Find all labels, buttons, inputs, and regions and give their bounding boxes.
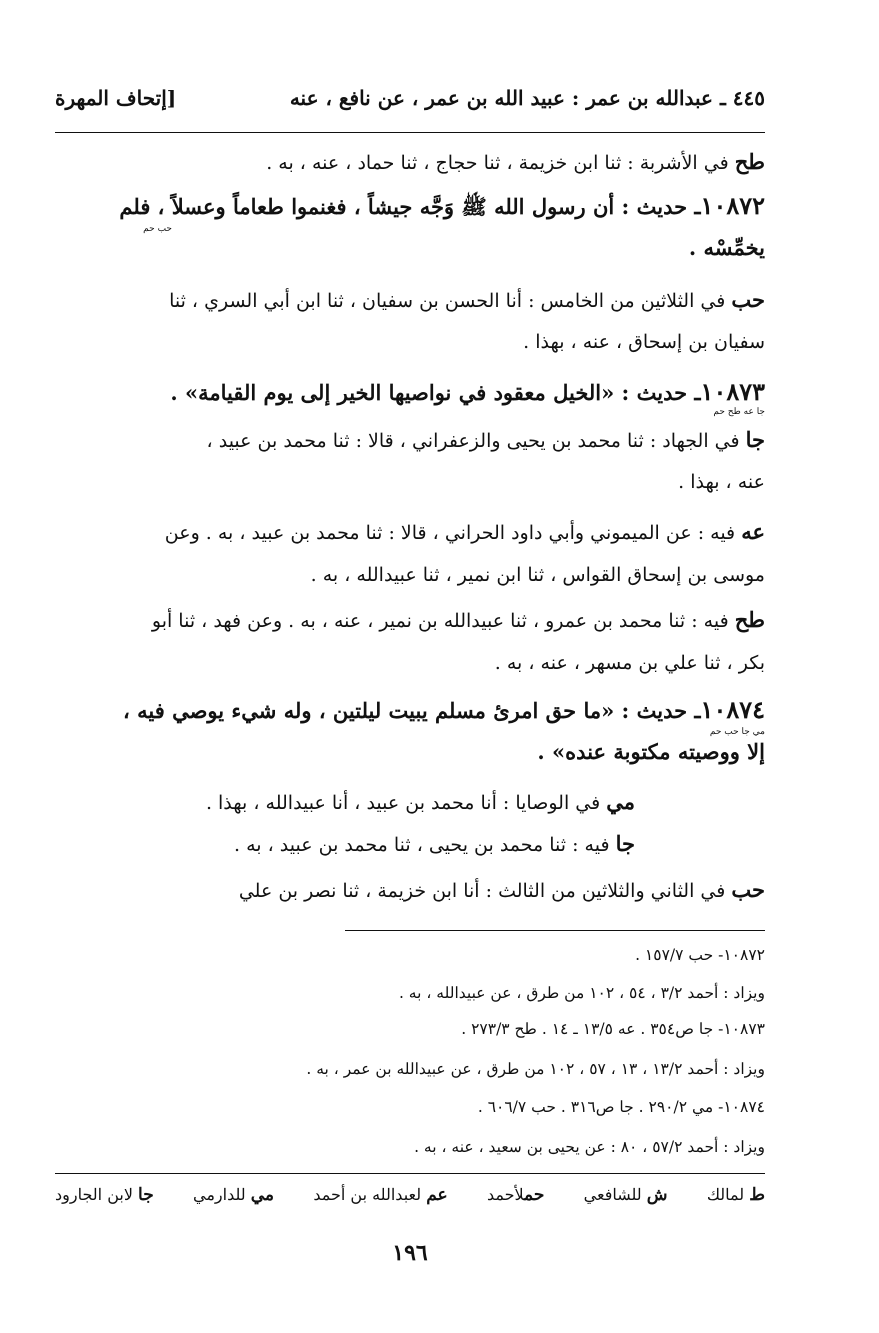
hadith-text: ـ حديث : «ما حق امرئ مسلم يبيت ليلتين ، وله شيء يوصي فيه ، (123, 698, 701, 723)
footnote: ١٠٨٧٤- مي ٢٩٠/٢ . جا ص٣١٦ . حب ٦٠٦/٧ . (477, 1098, 765, 1116)
paragraph-awana (55, 512, 765, 553)
page (55, 0, 765, 1333)
footnote: ويزاد : أحمد ٣/٢ ، ٥٤ ، ١٠٢ من طرق ، عن عبيدالله ، به . (398, 984, 765, 1002)
hadith-source-codes: حب حم (143, 224, 172, 234)
header-book-title: [إتحاف المهرة (55, 86, 177, 110)
paragraph-text: فيه : عن الميموني وأبي داود الحراني ، قالا : ثنا محمد بن عبيد ، به . وعن (164, 522, 736, 544)
paragraph-text: موسى بن إسحاق القواس ، ثنا ابن نمير ، ثنا عبيدالله ، به . (310, 564, 765, 586)
footnote: ويزاد : أحمد ١٣/٢ ، ١٣ ، ٥٧ ، ١٠٢ من طرق ، عن عبيدالله بن عمر ، به . (306, 1060, 765, 1078)
footnote: ويزاد : أحمد ٥٧/٢ ، ٨٠ : عن يحيى بن سعيد ، عنه ، به . (414, 1138, 765, 1156)
legend-item: ط لمالك (706, 1185, 765, 1205)
paragraph-text: عنه ، بهذا . (678, 471, 765, 493)
hadith-text-continued: إلا ووصيته مكتوبة عنده» . (537, 739, 765, 764)
header-title: ٤٤٥ ـ عبدالله بن عمر : عبيد الله بن عمر ، عن نافع ، عنه (289, 86, 765, 110)
paragraph-darimi (55, 782, 635, 823)
paragraph-tah-ashriba (55, 142, 765, 183)
paragraph-tahawi (55, 600, 765, 641)
hadith-text-continued: يخمِّسْه . (688, 235, 765, 260)
source-code: مي (606, 789, 635, 814)
hadith-10874 (55, 690, 765, 732)
legend-item: عم لعبدالله بن أحمد (313, 1185, 448, 1205)
hadith-text: ـ حديث : «الخيل معقود في نواصيها الخير إلى يوم القيامة» . (170, 380, 701, 405)
source-code: جا (745, 427, 765, 452)
legend-item: ش للشافعي (583, 1185, 668, 1205)
paragraph-text: في الثلاثين من الخامس : أنا الحسن بن سفيان ، ثنا ابن أبي السري ، ثنا (169, 290, 726, 312)
legend-rule (55, 1173, 765, 1174)
footnote: ١٠٨٧٣- جا ص٣٥٤ . عه ١٣/٥ ـ ١٤ . طح ٢٧٣/٣ . (461, 1020, 765, 1038)
legend-item: حملأحمد (486, 1185, 545, 1205)
page-number: ١٩٦ (392, 1240, 428, 1266)
hadith-10874-continuation (55, 732, 765, 773)
paragraph-text: بكر ، ثنا علي بن مسهر ، عنه ، به . (494, 652, 765, 674)
source-code: جا (615, 831, 635, 856)
hadith-source-codes: مي جا حب حم (709, 727, 765, 737)
paragraph-text: سفيان بن إسحاق ، عنه ، بهذا . (523, 331, 765, 353)
paragraph-text: في الجهاد : ثنا محمد بن يحيى والزعفراني ، قالا : ثنا محمد بن عبيد ، (206, 430, 740, 452)
legend-item: جا لابن الجارود (55, 1185, 154, 1205)
paragraph-line (55, 322, 765, 362)
header-rule (55, 132, 765, 133)
paragraph-jarud (55, 824, 635, 865)
paragraph-text: في الأشربة : ثنا ابن خزيمة ، ثنا حجاج ، ثنا حماد ، عنه ، به . (266, 152, 729, 174)
hadith-10872 (55, 186, 765, 228)
hadith-number: ١٠٨٧٣ (700, 377, 765, 406)
paragraph-line (55, 462, 765, 502)
paragraph-hibban-thani (55, 870, 765, 911)
source-code: حب (731, 287, 765, 312)
paragraph-ja-jihad (55, 420, 765, 461)
paragraph-text: في الوصايا : أنا محمد بن عبيد ، أنا عبيدالله ، بهذا . (205, 792, 601, 814)
hadith-10873 (55, 372, 765, 414)
abbreviations-legend (55, 1185, 765, 1205)
hadith-10872-continuation (55, 228, 765, 269)
source-code: طح (734, 149, 765, 174)
paragraph-text: في الثاني والثلاثين من الثالث : أنا ابن خزيمة ، ثنا نصر بن علي (238, 880, 726, 902)
hadith-text: ـ حديث : أن رسول الله ﷺ وَجَّه جيشاً ، فغنموا طعاماً وعسلاً ، فلم (119, 194, 701, 219)
source-code: طح (734, 607, 765, 632)
paragraph-text: فيه : ثنا محمد بن يحيى ، ثنا محمد بن عبيد ، به . (234, 834, 610, 856)
hadith-number: ١٠٨٧٢ (700, 191, 765, 220)
running-header (55, 86, 765, 118)
hadith-source-codes: جا عه طح حم (713, 407, 765, 417)
footnote: ١٠٨٧٢- حب ١٥٧/٧ . (635, 946, 765, 964)
source-code: حب (731, 877, 765, 902)
paragraph-hibban-thalathin (55, 280, 765, 321)
paragraph-line (55, 643, 765, 683)
paragraph-text: فيه : ثنا محمد بن عمرو ، ثنا عبيدالله بن نمير ، عنه ، به . وعن فهد ، ثنا أبو (151, 610, 729, 632)
hadith-number: ١٠٨٧٤ (700, 695, 765, 724)
source-code: عه (741, 519, 765, 544)
legend-item: مي للدارمي (193, 1185, 275, 1205)
footnote-separator (345, 930, 765, 931)
paragraph-line (55, 555, 765, 595)
